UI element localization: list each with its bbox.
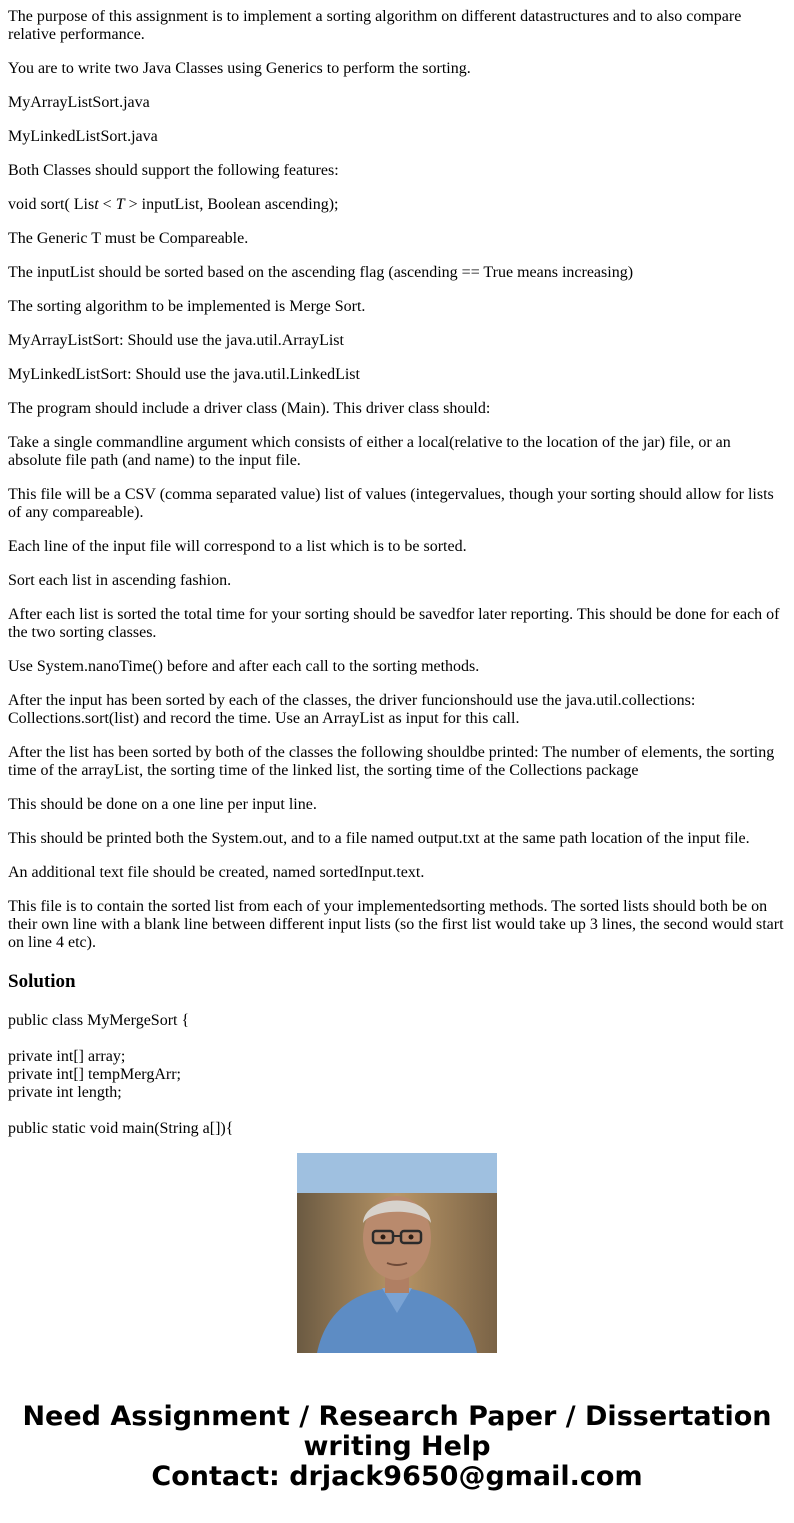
code-class-decl xyxy=(8,1012,786,1030)
question-paragraph: This should be printed both the System.out, and to a file named output.txt at the same path location of the input file. xyxy=(8,830,750,847)
question-paragraph: The sorting algorithm to be implemented is Merge Sort. xyxy=(8,298,366,315)
promo-line-2: writing Help xyxy=(303,1431,491,1462)
question-paragraph: Sort each list in ascending fashion. xyxy=(8,572,232,589)
question-paragraph: The program should include a driver class (Main). This driver class should: xyxy=(8,400,491,417)
code-main xyxy=(8,1120,786,1138)
signature-lt: < xyxy=(98,196,116,213)
promo-banner xyxy=(0,1402,794,1492)
question-paragraph: The inputList should be sorted based on the ascending flag (ascending == True means increasing) xyxy=(8,264,634,281)
avatar-photo-icon xyxy=(297,1153,497,1353)
code-line: private int length; xyxy=(8,1084,122,1101)
question-paragraph: MyArrayListSort: Should use the java.util.ArrayList xyxy=(8,332,344,349)
question-paragraph: The Generic T must be Compareable. xyxy=(8,230,249,247)
question-paragraph: The purpose of this assignment is to implement a sorting algorithm on different datastructures and to also compare relative performance. xyxy=(8,8,742,43)
question-paragraph: An additional text file should be created, named sortedInput.text. xyxy=(8,864,425,881)
question-paragraph: MyLinkedListSort: Should use the java.util.LinkedList xyxy=(8,366,360,383)
question-paragraph: You are to write two Java Classes using Generics to perform the sorting. xyxy=(8,60,471,77)
signature-generic-t: T xyxy=(115,196,125,213)
solution-heading: Solution xyxy=(8,971,76,992)
question-paragraph: MyLinkedListSort.java xyxy=(8,128,158,145)
signature-italic-t: t xyxy=(94,196,99,213)
promo-contact: Contact: drjack9650@gmail.com xyxy=(151,1461,643,1492)
question-paragraph: After the input has been sorted by each of the classes, the driver funcionshould use the java.util.collections: Collections.sort(list) and record the time. Use an ArrayList as input for this call. xyxy=(8,692,696,727)
signature-text: void sort( Lis xyxy=(8,196,95,213)
question-paragraph: After each list is sorted the total time for your sorting should be savedfor later reporting. This should be done for each of the two sorting classes. xyxy=(8,606,780,641)
question-paragraph: This should be done on a one line per input line. xyxy=(8,796,317,813)
author-avatar xyxy=(297,1153,497,1353)
sort-signature xyxy=(8,196,786,214)
question-paragraph: Each line of the input file will correspond to a list which is to be sorted. xyxy=(8,538,467,555)
question-paragraph: Use System.nanoTime() before and after each call to the sorting methods. xyxy=(8,658,480,675)
code-line: private int[] tempMergArr; xyxy=(8,1066,181,1083)
signature-rest: > inputList, Boolean ascending); xyxy=(124,196,339,213)
document-content xyxy=(8,0,786,1137)
question-paragraph: MyArrayListSort.java xyxy=(8,94,150,111)
promo-line-1: Need Assignment / Research Paper / Dissertation xyxy=(22,1401,772,1432)
question-paragraph: After the list has been sorted by both of the classes the following shouldbe printed: The number of elements, the sorting time of the arrayList, the sorting time of the linked list, the sorting time of the Collections package xyxy=(8,744,775,779)
question-paragraph: This file is to contain the sorted list from each of your implementedsorting methods. The sorted lists should both be on their own line with a blank line between different input lists (so the first list would take up 3 lines, the second would start on line 4 etc). xyxy=(8,898,784,951)
question-paragraph: Take a single commandline argument which consists of either a local(relative to the location of the jar) file, or an absolute file path (and name) to the input file. xyxy=(8,434,731,469)
code-fields xyxy=(8,1048,786,1102)
code-line: public class MyMergeSort { xyxy=(8,1012,190,1029)
question-paragraph: This file will be a CSV (comma separated value) list of values (integervalues, though your sorting should allow for lists of any compareable). xyxy=(8,486,774,521)
code-line: public static void main(String a[]){ xyxy=(8,1120,234,1137)
question-paragraph: Both Classes should support the following features: xyxy=(8,162,339,179)
code-line: private int[] array; xyxy=(8,1048,126,1065)
